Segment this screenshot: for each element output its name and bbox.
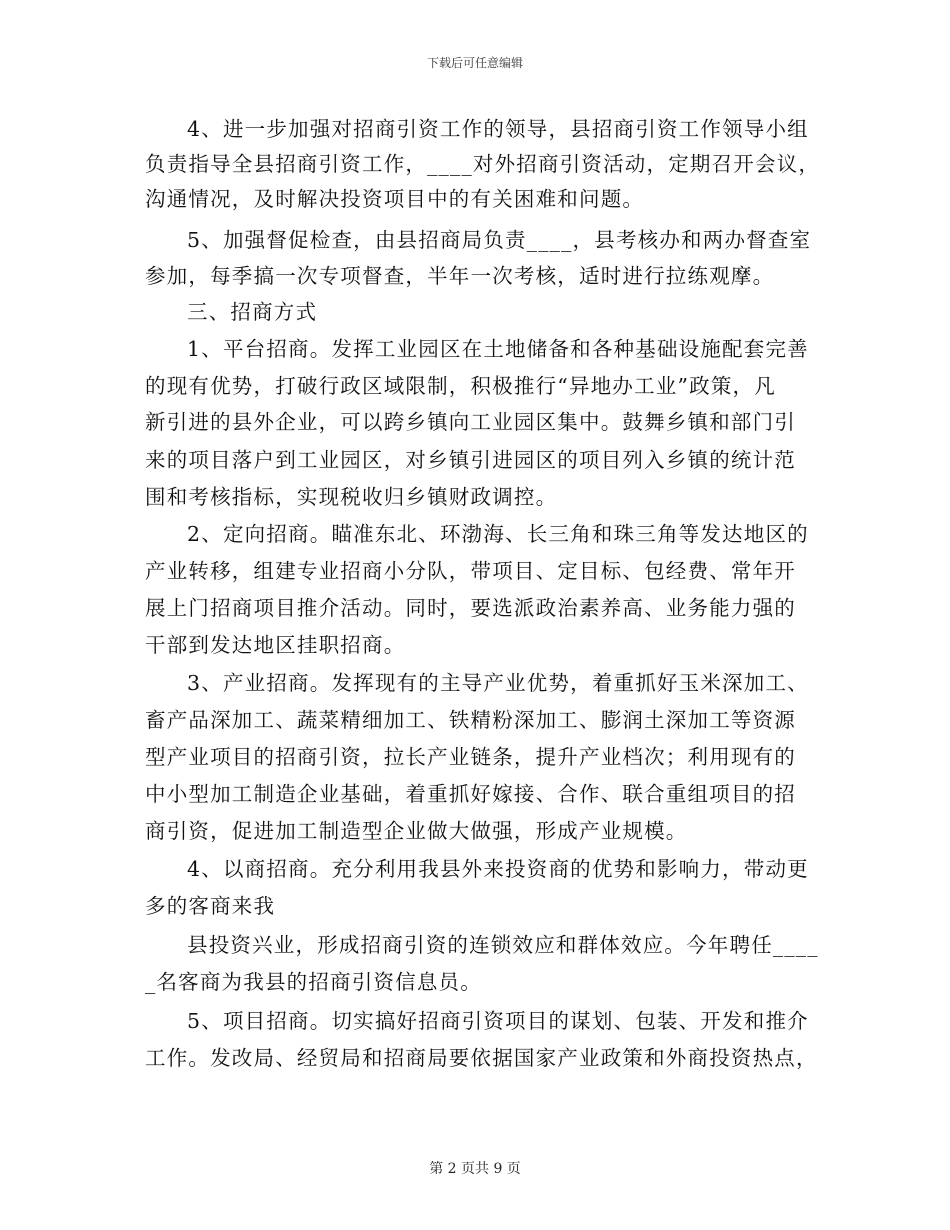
paragraph-line: 参加，每季搞一次专项督查，半年一次考核，适时进行拉练观摩。 [145, 264, 775, 288]
paragraph-line: 县投资兴业，形成招商引资的连锁效应和群体效应。今年聘任____ [187, 933, 819, 957]
paragraph-line: 中小型加工制造企业基础，着重抓好嫁接、合作、联合重组项目的招 [145, 782, 796, 806]
paragraph-line: 负责指导全县招商引资工作，____对外招商引资活动，定期召开会议， [145, 152, 821, 176]
section-heading: 三、招商方式 [187, 300, 318, 324]
paragraph-line: 展上门招商项目推介活动。同时，要选派政治素养高、业务能力强的 [145, 596, 796, 620]
paragraph-line: 的现有优势，打破行政区域限制，积极推行“异地办工业”政策，凡 [145, 374, 776, 398]
page-header: 下载后可任意编辑 [426, 56, 523, 70]
paragraph-line: 4、以商招商。充分利用我县外来投资商的优势和影响力，带动更 [187, 857, 809, 881]
paragraph-line: 5、加强督促检查，由县招商局负责____，县考核办和两办督查室 [187, 228, 812, 252]
paragraph-line: 2、定向招商。瞄准东北、环渤海、长三角和珠三角等发达地区的 [187, 522, 809, 546]
paragraph-line: 畜产品深加工、蔬菜精细加工、铁精粉深加工、膨润土深加工等资源 [145, 708, 796, 732]
paragraph-line: 工作。发改局、经贸局和招商局要依据国家产业政策和外商投资热点， [145, 1046, 818, 1070]
paragraph-line: _名客商为我县的招商引资信息员。 [145, 970, 482, 994]
paragraph-line: 商引资，促进加工制造型企业做大做强，形成产业规模。 [145, 819, 688, 843]
paragraph-line: 产业转移，组建专业招商小分队，带项目、定目标、包经费、常年开 [145, 559, 796, 583]
paragraph-line: 围和考核指标，实现税收归乡镇财政调控。 [145, 485, 558, 509]
paragraph-line: 沟通情况，及时解决投资项目中的有关困难和问题。 [145, 187, 645, 211]
paragraph-line: 3、产业招商。发挥现有的主导产业优势，着重抓好玉米深加工、 [187, 671, 809, 695]
paragraph-line: 1、平台招商。发挥工业园区在土地储备和各种基础设施配套完善 [187, 337, 809, 361]
paragraph-line: 4、进一步加强对招商引资工作的领导，县招商引资工作领导小组 [187, 117, 809, 141]
paragraph-line: 新引进的县外企业，可以跨乡镇向工业园区集中。鼓舞乡镇和部门引 [145, 410, 796, 434]
paragraph-line: 5、项目招商。切实搞好招商引资项目的谋划、包装、开发和推介 [187, 1009, 809, 1033]
paragraph-line: 干部到发达地区挂职招商。 [145, 633, 406, 657]
paragraph-line: 来的项目落户到工业园区，对乡镇引进园区的项目列入乡镇的统计范 [145, 448, 796, 472]
paragraph-line: 型产业项目的招商引资，拉长产业链条，提升产业档次；利用现有的 [145, 745, 796, 769]
paragraph-line: 多的客商来我 [145, 894, 276, 918]
page-footer: 第 2 页共 9 页 [429, 1161, 521, 1177]
